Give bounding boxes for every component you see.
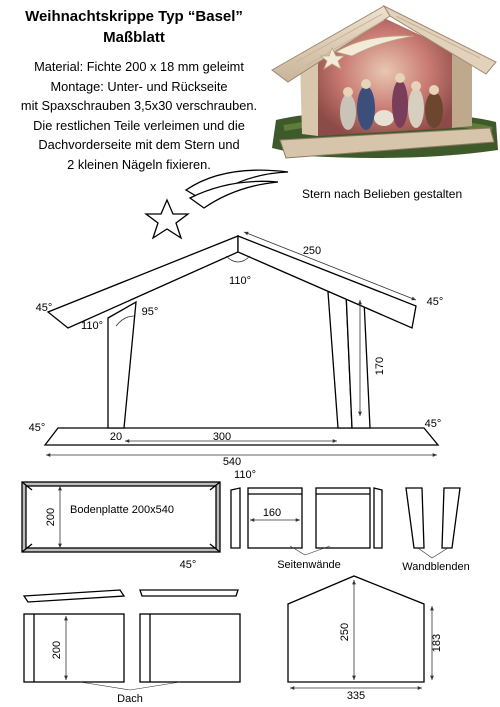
dim-apex-angle: 110° [229,275,251,287]
label-dach: Dach [117,693,143,705]
dim-wall-angle-inner: 95° [141,306,159,318]
description-line: Material: Fichte 200 x 18 mm geleimt [34,59,244,74]
part-side-edge [231,488,240,548]
label-wandblenden: Wandblenden [402,561,470,573]
dim-roof-length: 250 [302,245,322,257]
part-wandblenden [406,488,460,548]
dim-wall-thickness: 20 [109,431,123,443]
assembly-view [45,236,438,445]
title-line-2: Maßblatt [103,29,165,46]
title-line-1: Weihnachtskrippe Typ “Basel” [25,8,243,25]
description-line: 2 kleinen Nägeln fixieren. [67,156,211,172]
label-bodenplatte: Bodenplatte 200x540 [70,504,174,516]
dim-dach-depth: 200 [51,640,63,660]
dim-back-width: 335 [346,690,366,702]
dim-bodenplatte-angle: 45° [179,559,197,571]
dim-eave-angle-right: 45° [426,296,444,308]
description-line: Dachvorderseite mit dem Stern und [38,137,240,153]
dim-bodenplatte-depth: 200 [45,507,57,527]
description-line: Die restlichen Teile verleimen und die [33,117,245,133]
label-seitenwaende: Seitenwände [277,559,341,571]
dim-base-width: 540 [222,456,242,468]
dim-side-angle: 110° [234,469,256,481]
description-line: mit Spaxschrauben 3,5x30 verschrauben. [20,98,258,114]
star-icon [146,170,288,238]
part-rueckwand [288,576,424,682]
part-dach [24,590,240,682]
dim-eave-angle-left: 45° [35,302,53,314]
dim-back-side-height: 183 [431,633,443,653]
dim-back-height: 250 [339,622,351,642]
dim-wall-angle-outer: 110° [81,320,103,332]
dim-side-width: 160 [262,507,282,519]
dim-wall-height: 170 [374,356,386,376]
dim-inner-width: 300 [212,431,232,443]
description-line: Montage: Unter- und Rückseite [50,78,228,94]
dim-base-angle-left: 45° [28,422,46,434]
star-note: Stern nach Belieben gestalten [302,187,463,201]
dim-base-angle-right: 45° [424,418,442,430]
